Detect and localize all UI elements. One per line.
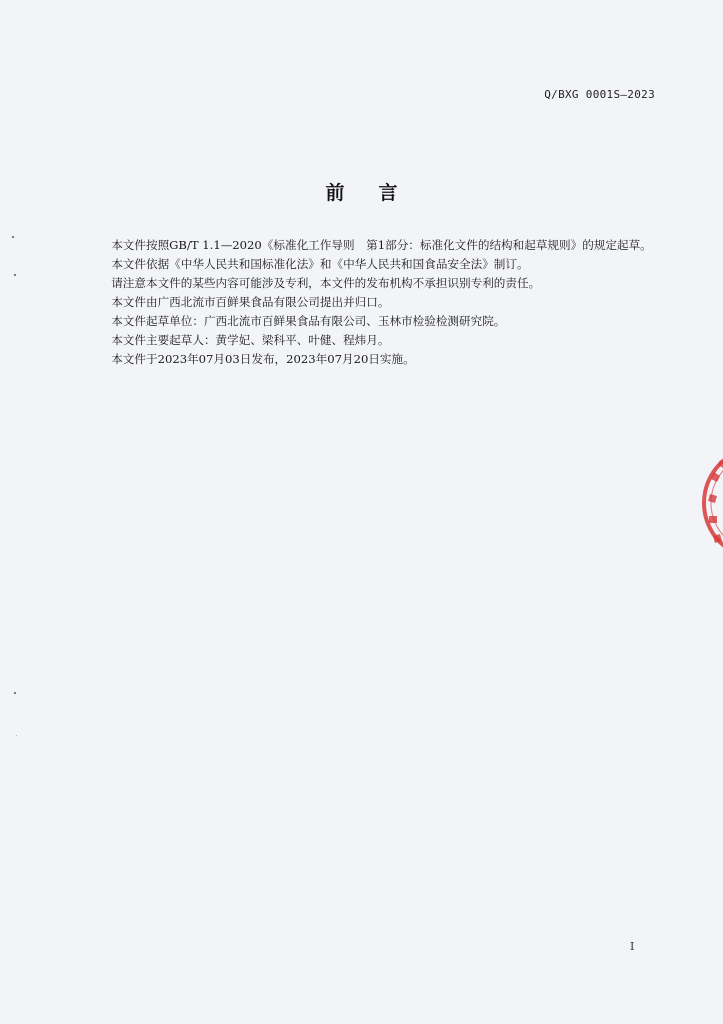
page-number: I <box>630 940 635 953</box>
scan-speck <box>14 692 16 694</box>
foreword-body <box>88 236 660 369</box>
paragraph-drafters: 本文件主要起草人：黄学妃、梁科平、叶健、程炜月。 <box>111 333 390 347</box>
document-code: Q/BXG 0001S—2023 <box>544 88 655 101</box>
scan-speck <box>14 274 16 276</box>
paragraph-patent-notice: 请注意本文件的某些内容可能涉及专利，本文件的发布机构不承担识别专利的责任。 <box>111 276 541 290</box>
page-title: 前言 <box>325 182 432 204</box>
scan-speck <box>12 236 14 238</box>
paragraph-dates: 本文件于2023年07月03日发布，2023年07月20日实施。 <box>111 352 415 366</box>
paragraph-drafting-rules: 本文件按照GB/T 1.1—2020《标准化工作导则 第1部分：标准化文件的结构和起草规则》的规定起草。 <box>111 238 652 252</box>
paragraph-drafting-units: 本文件起草单位：广西北流市百鲜果食品有限公司、玉林市检验检测研究院。 <box>111 314 506 328</box>
paragraph-proposer: 本文件由广西北流市百鲜果食品有限公司提出并归口。 <box>111 295 390 309</box>
seal-stamp-icon <box>700 438 723 568</box>
paragraph-legal-basis: 本文件依据《中华人民共和国标准化法》和《中华人民共和国食品安全法》制订。 <box>111 257 529 271</box>
scan-speck <box>16 735 17 736</box>
